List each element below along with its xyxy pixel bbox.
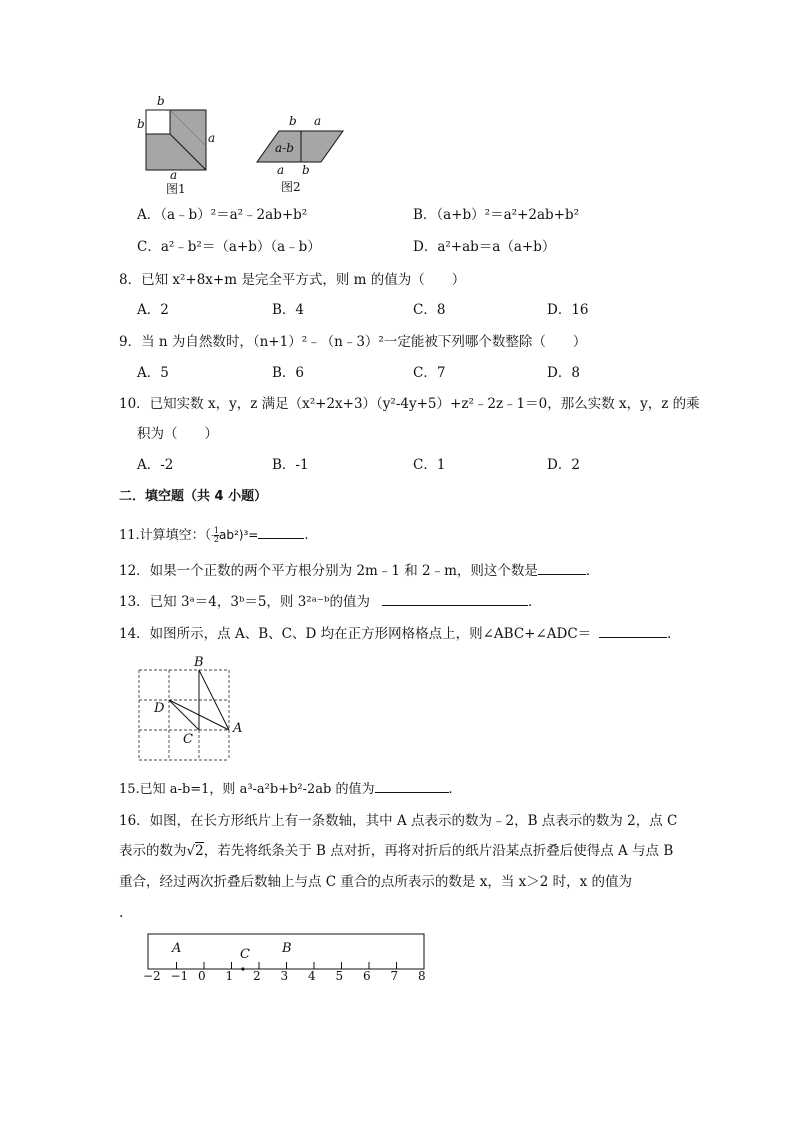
q7-option-a: A．（a﹣b）²＝a²﹣2ab+b² [137, 207, 308, 223]
q10-option-b: B．-1 [272, 457, 309, 473]
fig1-label-right: a [208, 131, 216, 145]
axis-tick-label: 7 [390, 969, 399, 983]
q11-mid: ab²)³= [218, 528, 259, 542]
q14-text: 14．如图所示，点 A、B、C、D 均在正方形网格格点上，则∠ABC+∠ADC＝ [119, 626, 592, 642]
q16-line3: 重合，经过两次折叠后数轴上与点 C 重合的点所表示的数是 x，当 x＞2 时，x 的值为 [119, 874, 633, 890]
q9-option-d: D．8 [547, 365, 580, 381]
q12-suffix: ． [585, 563, 600, 579]
q9-option-a: A．5 [137, 365, 169, 381]
q16-point-b-label: B [282, 941, 292, 956]
axis-tick-label: 3 [280, 969, 289, 983]
q14-label-b: B [194, 655, 204, 670]
axis-tick-label: 6 [363, 969, 371, 983]
q10-stem-line1: 10．已知实数 x，y，z 满足（x²+2x+3）（y²-4y+5）+z²﹣2z﹣1＝0，那么实数 x，y，z 的乘 [119, 396, 700, 412]
q11-suffix: . [304, 528, 309, 543]
fig2-caption: 图2 [281, 180, 301, 194]
fig1-label-bottom: a [170, 168, 178, 182]
q13-blank[interactable] [382, 591, 528, 606]
q14-suffix: ． [667, 626, 681, 642]
axis-tick-label: 1 [225, 969, 234, 983]
q15-suffix: . [448, 782, 453, 797]
q14-blank[interactable] [599, 623, 667, 638]
q10-option-a: A．-2 [137, 457, 174, 473]
q12-line [119, 560, 599, 581]
q16-line2 [119, 841, 673, 861]
q7-option-b: B．（a+b）²＝a²+2ab+b² [413, 207, 580, 223]
q7-option-d: D．a²+ab＝a（a+b） [413, 239, 556, 255]
fig2-label-mid: a-b [275, 141, 294, 155]
section-title: 二．填空题（共 4 小题） [119, 489, 268, 504]
q14-line [119, 623, 681, 644]
q15-line [119, 778, 453, 800]
q15-blank[interactable] [375, 778, 449, 793]
fig1-caption: 图1 [166, 182, 186, 196]
axis-tick-label: 8 [418, 969, 426, 983]
q8-option-d: D．16 [547, 302, 589, 318]
q10-stem-line2: 积为（ ） [137, 426, 218, 442]
fig2-label-top-right: a [314, 114, 322, 128]
q8-option-a: A．2 [137, 302, 169, 318]
q16-axis-labels [135, 969, 435, 989]
axis-tick-label: 2 [253, 969, 261, 983]
q12-text: 12．如果一个正数的两个平方根分别为 2m﹣1 和 2﹣m，则这个数是 [119, 563, 538, 579]
axis-tick-label: 0 [198, 969, 206, 983]
q8-option-b: B．4 [272, 302, 305, 318]
q8-stem: 8．已知 x²+8x+m 是完全平方式，则 m 的值为（ ） [119, 272, 466, 288]
q10-option-d: D．2 [547, 457, 580, 473]
q15-text: 15.已知 a-b=1，则 a³-a²b+b²-2ab 的值为 [119, 782, 375, 797]
q16-line2-b: ，若先将纸条关于 B 点对折，再将对折后的纸片沿某点折叠后使得点 A 与点 B [203, 843, 674, 859]
axis-tick-label: 5 [335, 969, 344, 983]
q11-blank[interactable] [258, 524, 304, 539]
q9-option-c: C．7 [413, 365, 446, 381]
axis-tick-label: −2 [143, 969, 161, 983]
q16-line1: 16．如图，在长方形纸片上有一条数轴，其中 A 点表示的数为﹣2，B 点表示的数为 2，点 C [119, 813, 678, 829]
q13-text: 13．已知 3ᵃ＝4，3ᵇ＝5，则 3²ᵃ⁻ᵇ的值为 [119, 594, 370, 610]
fig2-label-bot-left: a [277, 163, 285, 177]
q12-blank[interactable] [538, 560, 586, 575]
q10-option-c: C．1 [413, 457, 446, 473]
q14-label-a: A [233, 721, 243, 736]
q14-label-d: D [154, 701, 165, 716]
q7-option-c: C．a²﹣b²＝（a+b）（a﹣b） [137, 239, 321, 255]
q16-point-c-label: C [240, 947, 250, 962]
q11-prefix: 11.计算填空：（ [119, 528, 212, 543]
q14-label-c: C [183, 732, 193, 747]
q9-stem: 9．当 n 为自然数时，（n+1）²﹣（n﹣3）²一定能被下列哪个数整除（ ） [119, 334, 587, 350]
fig1-label-left: b [137, 117, 145, 131]
q11-frac-den: 2 [213, 535, 219, 544]
q16-point-a-label: A [172, 941, 182, 956]
q11-line [119, 524, 308, 546]
q16-line4: . [119, 905, 124, 921]
q13-line [119, 591, 541, 612]
q13-suffix: ． [527, 594, 542, 610]
axis-tick-label: −1 [170, 969, 189, 983]
q9-option-b: B．6 [272, 365, 305, 381]
q11-fraction: - $\frac{1}{2}$ [211, 526, 219, 544]
fig2-label-top-left: b [289, 114, 297, 128]
q11-frac-num: 1 [213, 526, 219, 535]
fig2-label-bot-right: b [302, 163, 310, 177]
q16-sqrt: √2 [186, 843, 204, 859]
q14-grid-figure [138, 668, 233, 763]
q8-option-c: C．8 [413, 302, 446, 318]
axis-tick-label: 4 [308, 969, 316, 983]
q16-line2-a: 表示的数为 [119, 843, 187, 859]
fig1-label-top: b [157, 94, 165, 108]
